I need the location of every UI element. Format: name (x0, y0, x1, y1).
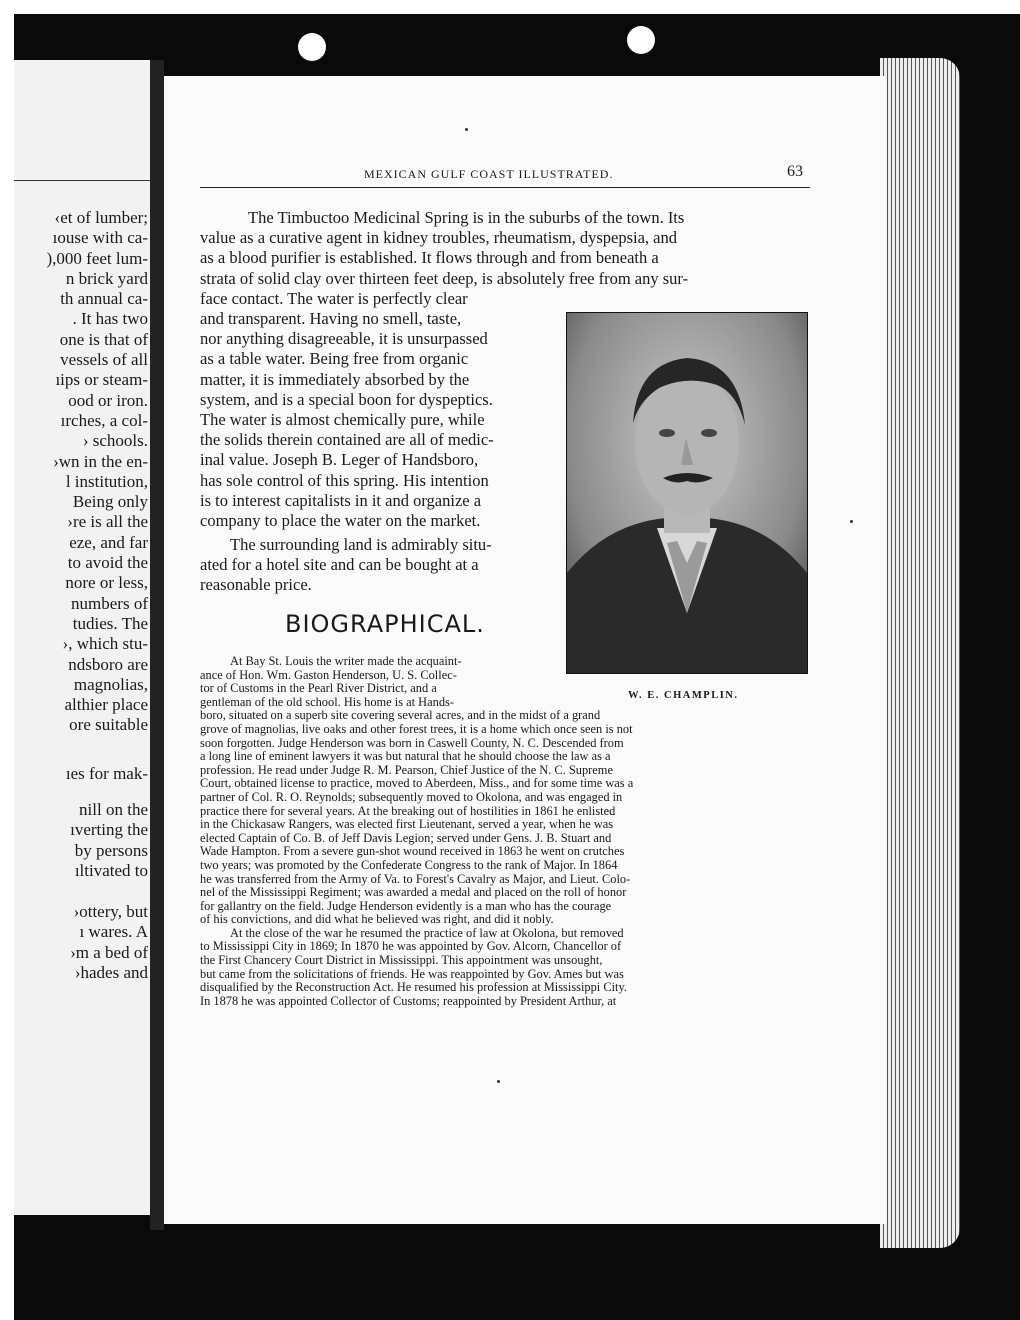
biography-line: elected Captain of Co. B. of Jeff Davis Legion; served under Gens. J. B. Stuart and (200, 830, 612, 845)
left-page-text-block (70, 800, 148, 881)
biography-line: In 1878 he was appointed Collector of Customs; reappointed by President Arthur, at (200, 993, 617, 1008)
scan-speck (497, 1080, 500, 1083)
paragraph-line: strata of solid clay over thirteen feet deep, is absolutely free from any sur- (200, 268, 689, 288)
paragraph-line: face contact. The water is perfectly clear (200, 288, 468, 308)
left-page-line: ›, which stu- (62, 634, 148, 654)
paragraph-line: is to interest capitalists in it and organize a (200, 490, 482, 510)
paragraph-line: matter, it is immediately absorbed by the (200, 369, 470, 389)
page-number: 63 (787, 163, 803, 180)
left-page-line: ıverting the (70, 820, 148, 840)
left-page-line: ›hades and (74, 962, 148, 982)
paragraph-line: The surrounding land is admirably situ- (230, 535, 492, 554)
left-page-line: ),000 feet lum- (46, 248, 148, 268)
left-facing-page (14, 60, 152, 1215)
left-page-line: vessels of all (60, 350, 148, 370)
biography-line: Wade Hampton. From a severe gun-shot wound received in 1863 he went on crutches (200, 844, 625, 859)
left-page-line: to avoid the (67, 553, 148, 573)
left-page-line: ›ottery, but (73, 902, 148, 921)
left-page-line: ıltivated to (74, 860, 148, 880)
paragraph-line: system, and is a special boon for dyspeptics. (200, 389, 493, 409)
biography-line: for gallantry on the field. Judge Henderson evidently is a man who has the courage (200, 898, 612, 913)
left-page-line: ›wn in the en- (53, 451, 148, 471)
paragraph-land (200, 535, 492, 596)
left-page-line: . It has two (72, 309, 148, 329)
paragraph-line: and transparent. Having no smell, taste, (200, 309, 462, 329)
left-page-line: ndsboro are (68, 654, 148, 674)
left-page-text-block (66, 764, 148, 784)
biography-line: gentleman of the old school. His home is at Hands- (200, 694, 454, 709)
left-page-line: Being only (72, 492, 148, 512)
portrait-caption: W. E. CHAMPLIN. (628, 690, 739, 701)
biography-text (200, 655, 633, 1008)
paragraph-line: reasonable price. (200, 575, 312, 595)
biography-line: a long line of eminent lawyers it was but natural that he should choose the law as a (200, 749, 611, 764)
paragraph-line: the solids therein contained are all of medic- (200, 430, 494, 450)
paragraph-line: value as a curative agent in kidney troubles, rheumatism, dyspepsia, and (200, 228, 677, 248)
biography-line: he was transferred from the Army of Va. to Forest's Cavalry as Major, and Lieut. Colo- (200, 871, 631, 886)
left-page-line: th annual ca- (60, 289, 148, 309)
left-page-line: one is that of (59, 329, 148, 349)
biography-line: At the close of the war he resumed the practice of law at Okolona, but removed (230, 925, 624, 940)
left-page-line: ı wares. A (79, 922, 148, 942)
left-page-line: ›re is all the (67, 512, 148, 532)
biography-line: the First Chancery Court District in Mississippi. This appointment was unsought, (200, 953, 603, 968)
biography-line: tor of Customs in the Pearl River District, and a (200, 681, 437, 696)
left-page-line: numbers of (71, 593, 148, 613)
left-page-line: ıouse with ca- (52, 228, 148, 248)
biography-line: grove of magnolias, live oaks and other forest trees, it is a home which once seen is not (200, 721, 633, 736)
left-page-line: ıips or steam- (55, 370, 148, 390)
left-page-line: ‹et of lumber; (54, 208, 148, 227)
left-page-line: eze, and far (69, 532, 148, 552)
left-page-line: l institution, (65, 471, 148, 491)
punch-hole (627, 26, 655, 54)
biography-line: but came from the solicitations of friends. He was reappointed by Gov. Ames but was (200, 966, 624, 981)
biography-line: disqualified by the Reconstruction Act. He resumed his profession at Mississippi City. (200, 980, 627, 995)
left-page-line: althier place (64, 695, 148, 715)
left-page-line: tudies. The (72, 613, 148, 633)
paragraph-line: ated for a hotel site and can be bought at a (200, 555, 479, 575)
biography-line: partner of Col. R. O. Reynolds; subsequently moved to Okolona, and was engaged in (200, 789, 623, 804)
biography-line: to Mississippi City in 1869; In 1870 he was appointed by Gov. Alcorn, Chancellor of (200, 939, 622, 954)
left-page-text-block (47, 208, 149, 736)
paragraph-line: The water is almost chemically pure, while (200, 410, 485, 430)
paragraph-line: as a table water. Being free from organic (200, 349, 469, 369)
biography-line: of his convictions, and did what he believed was right, and did it nobly. (200, 912, 554, 927)
left-page-line: nill on the (79, 800, 148, 819)
punch-hole (298, 33, 326, 61)
paragraph-line: nor anything disagreeable, it is unsurpassed (200, 329, 488, 349)
running-title: MEXICAN GULF COAST ILLUSTRATED. (364, 167, 614, 181)
left-page-line: ›m a bed of (70, 942, 148, 962)
left-page-line: › schools. (82, 431, 148, 451)
section-heading: BIOGRAPHICAL. (285, 610, 485, 638)
left-page-line: ore suitable (69, 715, 148, 735)
portrait-illustration (567, 313, 807, 673)
left-page-line: magnolias, (73, 674, 148, 694)
header-rule (200, 187, 810, 188)
biography-line: practice there for several years. At the breaking out of hostilities in 1861 he enlisted (200, 803, 616, 818)
left-page-rule (14, 180, 152, 181)
biography-line: profession. He read under Judge R. M. Pearson, Chief Justice of the N. C. Supreme (200, 762, 613, 777)
left-page-line: n brick yard (65, 268, 148, 288)
portrait-photo (566, 312, 808, 674)
left-page-line: ırches, a col- (60, 410, 148, 430)
paragraph-line: inal value. Joseph B. Leger of Handsboro, (200, 450, 479, 470)
paragraph-line: as a blood purifier is established. It flows through and from beneath a (200, 248, 659, 268)
biography-line: boro, situated on a superb site covering several acres, and in the midst of a grand (200, 708, 601, 723)
left-page-line: by persons (74, 840, 148, 860)
paragraph-line: has sole control of this spring. His intention (200, 470, 489, 490)
paragraph-line: company to place the water on the market. (200, 511, 481, 531)
biography-line: two years; was promoted by the Confederate Congress to the rank of Major. In 1864 (200, 857, 618, 872)
book-page-edges (880, 58, 960, 1248)
scan-speck (465, 128, 468, 131)
paragraph-line: The Timbuctoo Medicinal Spring is in the suburbs of the town. Its (248, 208, 685, 227)
left-page-line: ıes for mak- (65, 764, 148, 783)
left-page-text-block (70, 902, 148, 983)
biography-line: ance of Hon. Wm. Gaston Henderson, U. S. Collec- (200, 667, 457, 682)
left-page-line: nore or less, (65, 573, 148, 593)
biography-line: At Bay St. Louis the writer made the acquaint- (230, 654, 462, 668)
biography-line: in the Chickasaw Rangers, was elected first Lieutenant, served a year, when he was (200, 817, 614, 832)
scan-speck (850, 520, 853, 523)
biography-line: Court, obtained license to practice, moved to Aberdeen, Miss., and for some time was a (200, 776, 634, 791)
biography-line: nel of the Mississippi Regiment; was awarded a medal and placed on the roll of honor (200, 885, 627, 900)
biography-line: soon forgotten. Judge Henderson was born in Caswell County, N. C. Descended from (200, 735, 624, 750)
book-gutter (150, 60, 164, 1230)
left-page-line: ood or iron. (68, 390, 148, 410)
